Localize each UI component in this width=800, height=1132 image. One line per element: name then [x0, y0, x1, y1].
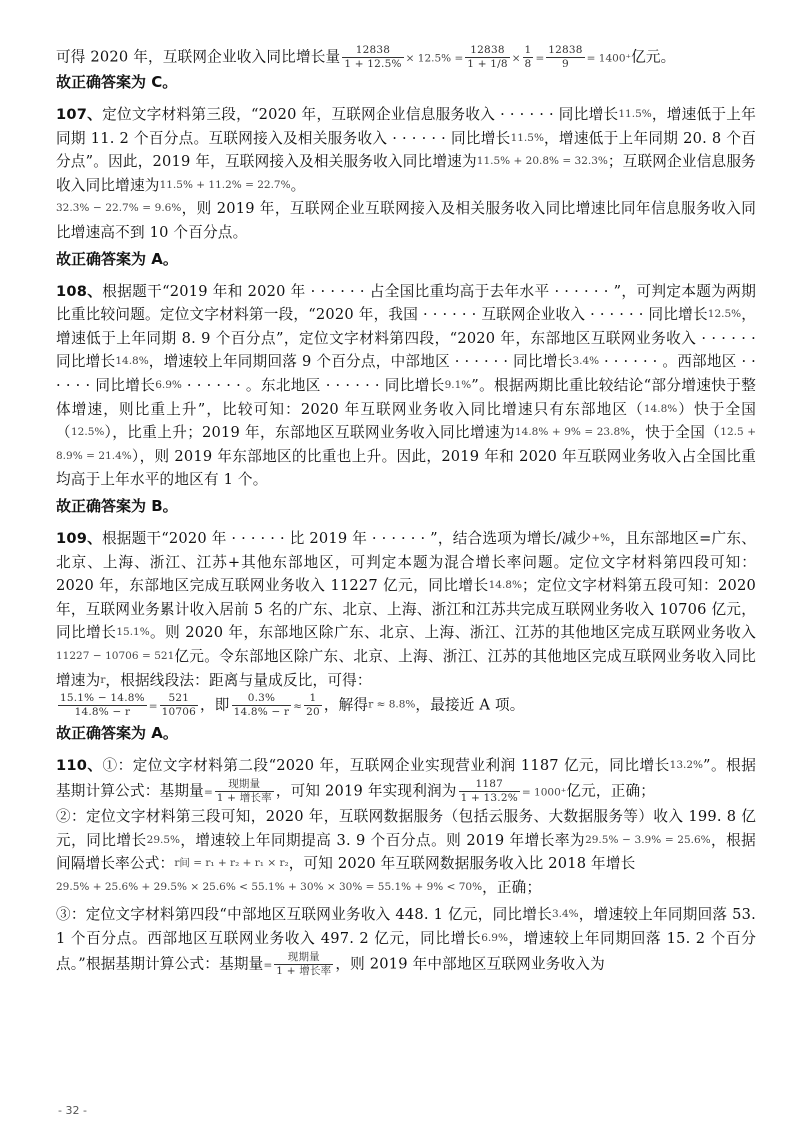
q108-explanation: 108、根据题干“2019 年和 2020 年 · · · · · · 占全国比重均高于去年水平 · · · · · · ”，可判定本题为两期比重比较问题。定位文字材料第一段，“2020 年，我国 · · · · · · 互联网企业收入 · · · · · · 同比增长12.5%，增速低于上年同期 8. 9 个百分点”，定位文字材料第四段，“2020 年，东部地区互联网业务收入 · · · · · · 同比增长14.8%，增速较上年同期回落 9 个百分点，中部地区 · · · · · · 同比增长3.4% · · · · · · 。西部地区 · · · · · · 同比增长6.9% · · · · · · 。东北地区 · · · · · · 同比增长9.1%”。根据两期比重比较结论“部分增速快于整体增速，则比重上升”，比较可知：2020 年互联网业务收入同比增速只有东部地区（14.8%）快于全国（12.5%），比重上升；2019 年，东部地区互联网业务收入同比增速为14.8% + 9% = 23.8%，快于全国（12.5 + 8.9% = 21.4%），则 2019 年东部地区的比重也上升。因此，2019 年和 2020 年互联网业务收入占全国比重均高于上年水平的地区有 1 个。	[56, 282, 757, 489]
question-number: 107、	[56, 106, 103, 124]
q107-explanation: 107、定位文字材料第三段，“2020 年，互联网企业信息服务收入 · · · · · · 同比增长11.5%，增速低于上年同期 11. 2 个百分点。互联网接入及相关服务收入 · · · · · · 同比增长11.5%，增速低于上年同期 20. 8 个百分点”。因此，2019 年，互联网接入及相关服务收入同比增速为11.5% + 20.8% = 32.3%；互联网企业信息服务收入同比增速为11.5% + 11.2% = 22.7%。 32.3% − 22.7% = 9.6%，则 2019 年，互联网企业互联网接入及相关服务收入同比增速比同年信息服务收入同比增速高不到 10 个百分点。	[56, 106, 756, 242]
fraction: $\frac{1}{8}$	[524, 44, 532, 70]
fraction: $\frac{12838}{9}$	[548, 44, 583, 70]
q110-item-2: ②：定位文字材料第三段可知，2020 年，互联网数据服务（包括云服务、大数据服务等）收入 199. 8 亿元，同比增长29.5%，增速较上年同期提高 3. 9 个百分点。则 2019 年增长率为29.5% − 3.9% = 25.6%，根据间隔增长率公式：r间 = r₁ + r₂ + r₁ × r₂，可知 2020 年互联网数据服务收入比 2018 年增长 29.5% + 25.6% + 29.5% × 25.6% < 55.1% + 30% × 30% = 55.1% + 9% < 70%，正确；	[56, 807, 756, 896]
answer-line: 故正确答案为 B。	[56, 497, 178, 515]
q110-explanation: 110、①：定位文字材料第二段“2020 年，互联网企业实现营业利润 1187 亿元，同比增长13.2%”。根据基期计算公式：基期量= $\frac{\text{现期量}}{\text{1 + 增长率}}$ ，可知 2019 年实现利润为 $\frac{1187}{1 + 13.2\%}$ = 1000⁺亿元，正确；	[56, 757, 757, 804]
fraction: $\frac{1}{20}$	[306, 692, 320, 719]
answer-line: 故正确答案为 C。	[56, 73, 178, 92]
fraction: $\frac{12838}{1 + 1/8}$	[467, 44, 508, 70]
answer-line: 故正确答案为 A。	[56, 724, 178, 743]
answer-line: 故正确答案为 A。	[56, 249, 178, 268]
document-page	[56, 44, 756, 978]
fraction: $\frac{15.1\% - 14.8\%}{14.8\% - r}$	[60, 692, 145, 719]
fraction: $\frac{\text{现期量}}{\text{1 + 增长率}}$	[216, 777, 272, 804]
q109-explanation: 109、根据题干“2020 年 · · · · · · 比 2019 年 · · · · · · ”，结合选项为增长/减少+%，且东部地区=广东、北京、上海、浙江、江苏+其他东部地区，可判定本题为混合增长率问题。定位文字材料第四段可知：2020 年，东部地区完成互联网业务收入 11227 亿元，同比增长14.8%；定位文字材料第五段可知：2020 年，互联网业务累计收入居前 5 名的广东、北京、上海、浙江和江苏共完成互联网业务收入 10706 亿元，同比增长15.1%。则 2020 年，东部地区除广东、北京、上海、浙江、江苏的其他地区完成互联网业务收入11227 − 10706 = 521亿元。令东部地区除广东、北京、上海、浙江、江苏的其他地区完成互联网业务收入同比增速为r，根据线段法：距离与量成反比，可得： $\frac{15.1\% - 14.8\%}{14.8\% - r}$ = $\frac{521}{10706}$ ，即 $\frac{0.3\%}{14.8\% - r}$ ≈ $\frac{1}{20}$ ，解得r ≈ 8.8%，最接近 A 项。	[56, 530, 757, 719]
question-number: 108、	[56, 282, 103, 300]
fraction: $\frac{0.3\%}{14.8\% - r}$	[233, 692, 290, 719]
q106-calculation: 可得 2020 年，互联网企业收入同比增长量 $\frac{12838}{1 + 12.5\%}$ × 12.5% = $\frac{12838}{1 + 1/8}$ × $\frac{1}{8}$ = $\frac{12838}{9}$ = 1400⁺亿元。	[56, 44, 676, 70]
q110-item-3: ③：定位文字材料第四段“中部地区互联网业务收入 448. 1 亿元，同比增长3.4%，增速较上年同期回落 53. 1 个百分点。西部地区互联网业务收入 497. 2 亿元，同比增长6.9%，增速较上年同期回落 15. 2 个百分点。”根据基期计算公式：基期量= $\frac{\text{现期量}}{\text{1 + 增长率}}$ ，则 2019 年中部地区互联网业务收入为	[56, 906, 756, 977]
fraction: $\frac{521}{10706}$	[161, 692, 197, 719]
fraction: $\frac{12838}{1 + 12.5\%}$	[344, 44, 402, 70]
page-number: - 32 -	[58, 1104, 87, 1117]
fraction: $\frac{1187}{1 + 13.2\%}$	[460, 777, 518, 804]
question-number: 109、	[56, 530, 102, 547]
fraction: $\frac{\text{现期量}}{\text{1 + 增长率}}$	[276, 950, 332, 977]
question-number: 110、	[56, 757, 103, 775]
